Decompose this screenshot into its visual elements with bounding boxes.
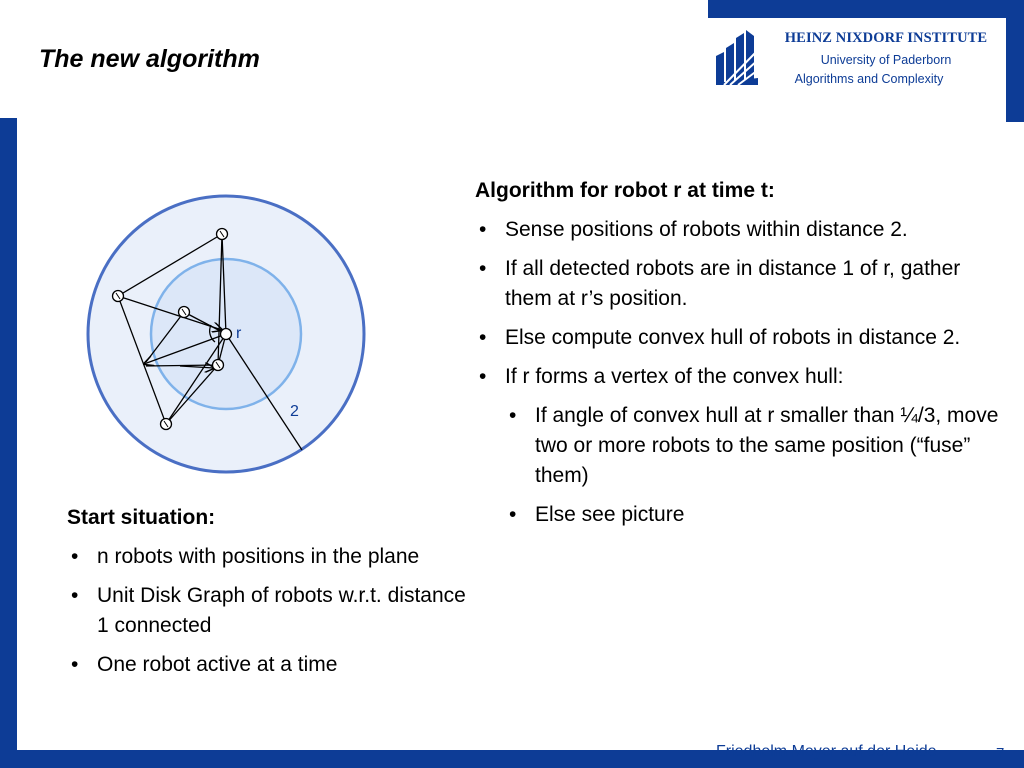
sub-list-item: • If angle of convex hull at r smaller than ¼/3, move two or more robots to the same position (“fuse” them) — [505, 401, 1005, 491]
sub-list-item: • Else see picture — [505, 500, 1005, 530]
start-list — [67, 542, 467, 680]
list-item: • Sense positions of robots within distance 2. — [475, 215, 1005, 245]
left-frame-bar — [0, 118, 17, 750]
university-name: University of Paderborn — [820, 53, 952, 67]
start-section — [67, 503, 467, 689]
radius-label: 2 — [290, 403, 299, 420]
algorithm-sublist — [505, 401, 1005, 530]
start-heading: Start situation: — [67, 506, 216, 529]
robot-diagram — [80, 180, 420, 480]
list-item-text: If r forms a vertex of the convex hull: — [505, 365, 844, 388]
list-item: • Else compute convex hull of robots in distance 2. — [475, 323, 1005, 353]
footer-author: Friedhelm Meyer auf der Heide — [716, 743, 937, 760]
robot-r-label: r — [236, 325, 242, 342]
institute-logo-icon — [714, 28, 760, 86]
list-item: • If all detected robots are in distance 1 of r, gather them at r’s position. — [475, 254, 1005, 314]
algorithm-list — [475, 215, 1005, 530]
institute-name: HEINZ NIXDORF INSTITUTE — [784, 30, 988, 46]
robot-r — [221, 329, 232, 340]
page-number: 7 — [996, 745, 1005, 762]
list-item — [475, 362, 1005, 530]
list-item: • n robots with positions in the plane — [67, 542, 467, 572]
group-name: Algorithms and Complexity — [794, 72, 944, 86]
top-right-frame-bar — [708, 0, 1024, 18]
algorithm-section — [475, 176, 1005, 539]
algorithm-heading: Algorithm for robot r at time t: — [475, 179, 775, 202]
list-item: • One robot active at a time — [67, 650, 467, 680]
list-item: • Unit Disk Graph of robots w.r.t. distance 1 connected — [67, 581, 467, 641]
right-frame-bar — [1006, 0, 1024, 122]
slide-title: The new algorithm — [39, 45, 260, 73]
